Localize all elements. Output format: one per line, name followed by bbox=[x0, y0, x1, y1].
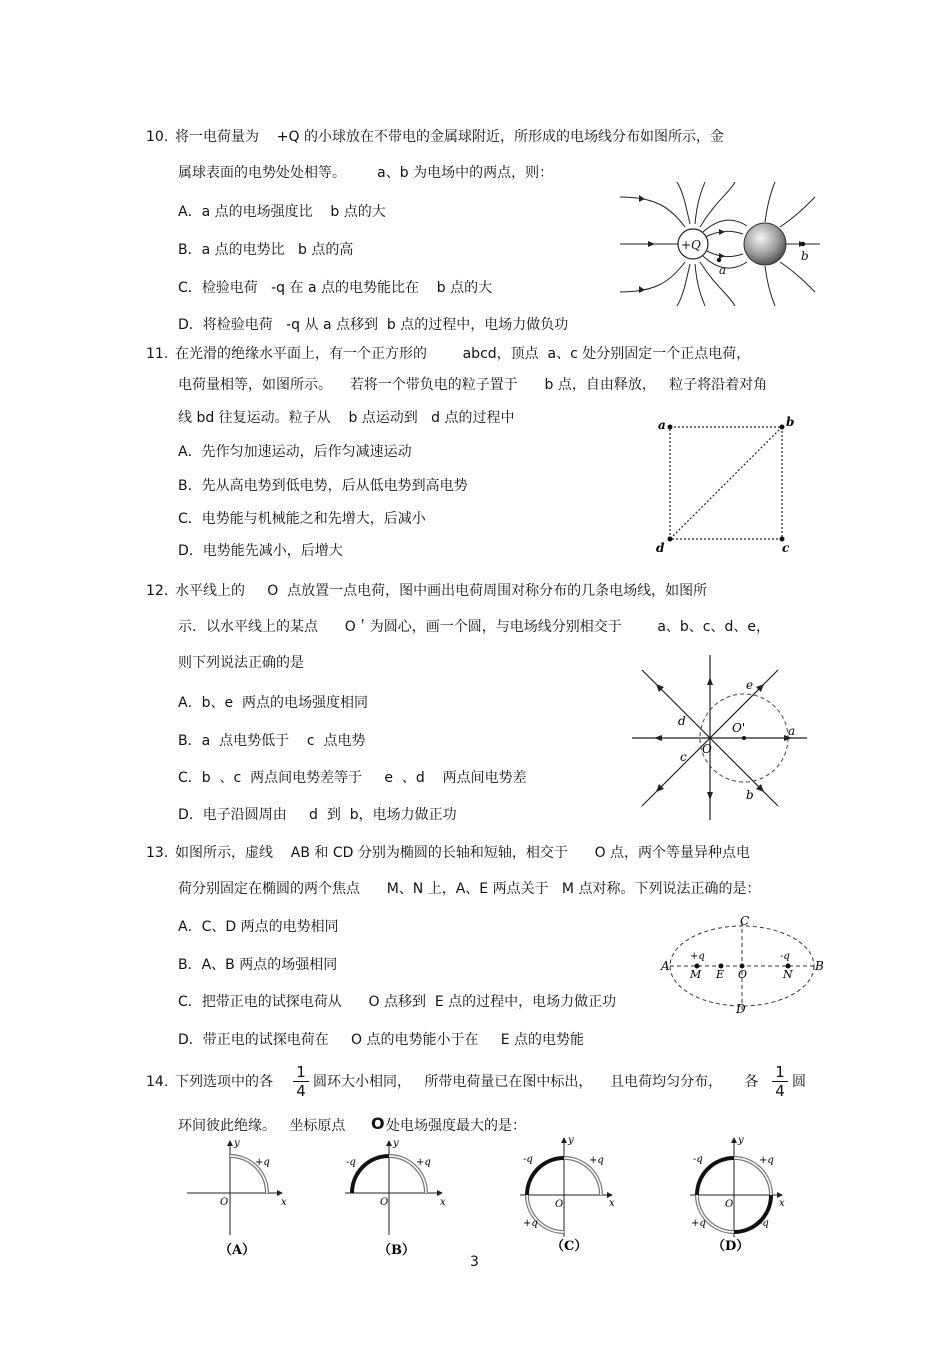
q12-label-e: e bbox=[746, 678, 754, 692]
plus-q-label: +q bbox=[416, 1157, 431, 1168]
q12-stem-line3: 则下列说法正确的是 bbox=[178, 655, 304, 671]
q12-option-a: A．b、e 两点的电场强度相同 bbox=[178, 695, 368, 711]
q12-option-c: C．b 、c 两点间电势差等于 e 、d 两点间电势差 bbox=[178, 770, 527, 786]
q10-number: 10. bbox=[146, 129, 169, 145]
x-axis-label: x bbox=[440, 1197, 446, 1208]
q13-label-N: N bbox=[783, 968, 793, 981]
q13-label-minus-q: -q bbox=[780, 951, 790, 962]
y-axis-label: y bbox=[738, 1135, 744, 1146]
q14-stem-part3: 圆 bbox=[792, 1074, 806, 1090]
minus-q-label: -q bbox=[693, 1154, 703, 1165]
q14-fraction-2: $\frac{1}{4}$ bbox=[772, 1063, 788, 1100]
q11-label-b: b bbox=[786, 415, 795, 429]
minus-q-label: -q bbox=[523, 1154, 533, 1165]
plus-q-label: +q bbox=[255, 1157, 270, 1168]
q11-label-a: a bbox=[658, 418, 666, 432]
q12-label-a: a bbox=[788, 724, 796, 738]
q13-option-c: C．把带正电的试探电荷从 O 点移到 E 点的过程中，电场力做正功 bbox=[178, 994, 617, 1010]
q14-stem-line2-rest: 处电场强度最大的是： bbox=[386, 1118, 526, 1134]
q13-label-O: O bbox=[738, 968, 748, 981]
q14-fraction-1: $\frac{1}{4}$ bbox=[293, 1063, 309, 1100]
q13-option-a: A．C、D 两点的电势相同 bbox=[178, 919, 339, 935]
q11-stem-line1: 在光滑的绝缘水平面上，有一个正方形的 abcd，顶点 a、c 处分别固定一个正点电荷， bbox=[175, 346, 751, 362]
q12-stem-line1: 水平线上的 O 点放置一点电荷，图中画出电荷周围对称分布的几条电场线，如图所 bbox=[175, 583, 708, 599]
q14-figure-c bbox=[515, 1132, 625, 1262]
plus-q-label: +q bbox=[523, 1218, 538, 1229]
q13-number: 13. bbox=[146, 845, 169, 861]
origin-label: O bbox=[725, 1199, 734, 1210]
x-axis-label: x bbox=[609, 1198, 615, 1209]
q12-label-c: c bbox=[680, 750, 687, 764]
q10-charge-label: +Q bbox=[681, 238, 701, 252]
q11-label-d: d bbox=[656, 541, 665, 555]
q11-option-b: B．先从高电势到低电势，后从低电势到高电势 bbox=[178, 478, 468, 494]
plus-q-label: +q bbox=[691, 1218, 706, 1229]
origin-label: O bbox=[555, 1199, 564, 1210]
plus-q-label: +q bbox=[759, 1155, 774, 1166]
x-axis-label: x bbox=[779, 1198, 785, 1209]
minus-q-label: -q bbox=[759, 1218, 769, 1229]
q11-option-d: D．电势能先减小，后增大 bbox=[178, 543, 343, 559]
q12-option-d: D．电子沿圆周由 d 到 b，电场力做正功 bbox=[178, 807, 457, 823]
q11-stem-line2: 电荷量相等，如图所示。 若将一个带负电的粒子置于 b 点，自由释放， 粒子将沿着对角 bbox=[178, 377, 768, 393]
y-axis-label: y bbox=[568, 1135, 574, 1146]
q11-option-a: A．先作匀加速运动，后作匀减速运动 bbox=[178, 444, 412, 460]
q13-stem-line2: 荷分别固定在椭圆的两个焦点 M、N 上，A、E 两点关于 M 点对称。下列说法正确的是： bbox=[178, 881, 761, 897]
q10-point-a: a bbox=[719, 263, 727, 277]
q13-label-E: E bbox=[716, 968, 725, 981]
q12-label-O: O bbox=[702, 742, 712, 756]
q11-option-c: C．电势能与机械能之和先增大，后减小 bbox=[178, 511, 426, 527]
q13-option-d: D．带正电的试探电荷在 O 点的电势能小于在 E 点的电势能 bbox=[178, 1032, 585, 1048]
q14-stem-part1: 下列选项中的各 bbox=[175, 1074, 273, 1090]
figure-c-label: （C） bbox=[551, 1239, 588, 1254]
page-number: 3 bbox=[470, 1254, 479, 1270]
q10-option-c: C．检验电荷 -q 在 a 点的电势能比在 b 点的大 bbox=[178, 280, 493, 296]
q10-point-b: b bbox=[801, 249, 809, 263]
minus-q-label: -q bbox=[346, 1157, 356, 1168]
q13-option-b: B．A、B 两点的场强相同 bbox=[178, 957, 338, 973]
q10-option-a: A．a 点的电场强度比 b 点的大 bbox=[178, 204, 386, 220]
q14-stem-line2: 环间彼此绝缘。 坐标原点 bbox=[178, 1118, 346, 1134]
q10-option-d: D．将检验电荷 -q 从 a 点移到 b 点的过程中，电场力做负功 bbox=[178, 317, 569, 333]
q13-stem-line1: 如图所示，虚线 AB 和 CD 分别为椭圆的长轴和短轴，相交于 O 点，两个等量异种点电 bbox=[175, 845, 751, 861]
q11-label-c: c bbox=[782, 541, 790, 555]
origin-label: O bbox=[380, 1197, 389, 1208]
q11-number: 11. bbox=[146, 346, 169, 362]
q14-figure-a bbox=[185, 1135, 290, 1265]
q12-label-b: b bbox=[746, 788, 754, 802]
figure-d-label: （D） bbox=[712, 1239, 750, 1254]
q11-square-figure bbox=[652, 412, 802, 557]
figure-a-label: （A） bbox=[219, 1243, 256, 1258]
q10-stem-line2: 属球表面的电势处处相等。 a、b 为电场中的两点，则： bbox=[178, 165, 554, 181]
q11-stem-line3: 线 bd 往复运动。粒子从 b 点运动到 d 点的过程中 bbox=[178, 410, 515, 426]
q12-stem-line2: 示．以水平线上的某点 O＇为圆心，画一个圆，与电场线分别相交于 a、b、c、d、e， bbox=[178, 619, 770, 635]
plus-q-label: +q bbox=[589, 1155, 604, 1166]
q12-label-O-prime: O' bbox=[732, 721, 746, 735]
q13-label-plus-q: +q bbox=[690, 951, 705, 962]
q14-number: 14. bbox=[146, 1074, 169, 1090]
q10-stem-line1: 将一电荷量为 +Q 的小球放在不带电的金属球附近，所形成的电场线分布如图所示，金 bbox=[175, 129, 724, 145]
q12-field-figure bbox=[632, 655, 807, 820]
q10-field-figure bbox=[615, 182, 825, 308]
q14-stem-part2: 圆环大小相同， 所带电荷量已在图中标出， 且电荷均匀分布， 各 bbox=[313, 1074, 759, 1090]
q13-ellipse-figure bbox=[660, 912, 830, 1016]
q12-label-d: d bbox=[678, 714, 686, 728]
y-axis-label: y bbox=[234, 1138, 240, 1149]
q14-figure-d bbox=[685, 1132, 795, 1262]
y-axis-label: y bbox=[393, 1138, 399, 1149]
q13-label-A: A bbox=[661, 959, 670, 973]
q12-option-b: B．a 点电势低于 c 点电势 bbox=[178, 733, 366, 749]
q14-origin-O: O bbox=[371, 1114, 385, 1133]
x-axis-label: x bbox=[281, 1197, 287, 1208]
q14-figure-b bbox=[340, 1135, 450, 1265]
origin-label: O bbox=[220, 1197, 229, 1208]
q12-number: 12. bbox=[146, 583, 169, 599]
metal-sphere bbox=[744, 223, 786, 265]
q10-option-b: B．a 点的电势比 b 点的高 bbox=[178, 242, 354, 258]
q13-label-M: M bbox=[690, 968, 702, 981]
q13-label-C: C bbox=[740, 914, 750, 928]
figure-b-label: （B） bbox=[378, 1243, 415, 1258]
q13-label-D: D bbox=[736, 1002, 746, 1016]
q13-label-B: B bbox=[815, 959, 824, 973]
